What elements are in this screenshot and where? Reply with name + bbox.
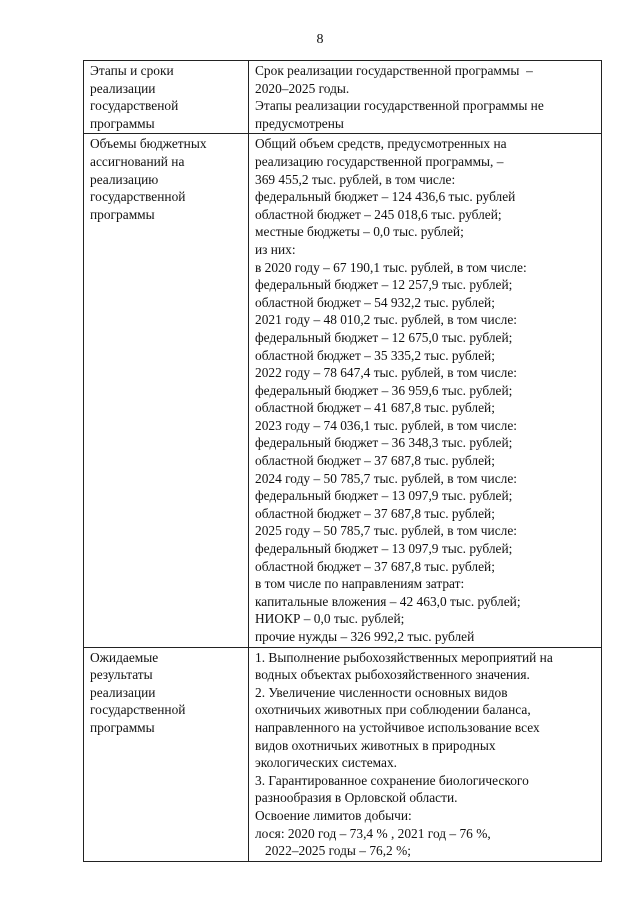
value-line: 2. Увеличение численности основных видов — [255, 684, 508, 700]
row-label-line: Ожидаемые — [90, 649, 159, 665]
row-value-cell — [249, 647, 602, 861]
value-line: федеральный бюджет – 124 436,6 тыс. рублей — [255, 189, 516, 205]
row-value-cell — [249, 134, 602, 647]
row-label-line: государственой — [90, 98, 179, 114]
value-line: экологических системах. — [255, 755, 398, 771]
value-line: 3. Гарантированное сохранение биологического — [255, 772, 529, 788]
value-line: Общий объем средств, предусмотренных на — [255, 136, 507, 152]
row-label-line: результаты — [90, 667, 153, 683]
value-line: 2022–2025 годы – 76,2 %; — [255, 843, 411, 859]
value-line: капитальные вложения – 42 463,0 тыс. рублей; — [255, 593, 521, 609]
row-label-line: реализации — [90, 80, 156, 96]
row-label-line: программы — [90, 115, 155, 131]
value-line: федеральный бюджет – 13 097,9 тыс. рублей; — [255, 488, 513, 504]
row-label-line: реализации — [90, 684, 156, 700]
value-line: видов охотничьих животных в природных — [255, 737, 496, 753]
row-label-line: реализацию — [90, 171, 159, 187]
value-line: реализацию государственной программы, – — [255, 153, 504, 169]
value-line: НИОКР – 0,0 тыс. рублей; — [255, 611, 405, 627]
row-value-cell — [249, 61, 602, 134]
value-line: Срок реализации государственной программы – — [255, 63, 533, 78]
value-line: областной бюджет – 35 335,2 тыс. рублей; — [255, 347, 495, 363]
value-line: 2022 году – 78 647,4 тыс. рублей, в том числе: — [255, 365, 517, 381]
value-line: областной бюджет – 54 932,2 тыс. рублей; — [255, 294, 495, 310]
value-line: федеральный бюджет – 12 675,0 тыс. рублей; — [255, 329, 513, 345]
table-row-results — [84, 647, 602, 861]
value-line: областной бюджет – 37 687,8 тыс. рублей; — [255, 453, 495, 469]
value-line: областной бюджет – 37 687,8 тыс. рублей; — [255, 558, 495, 574]
value-line: 1. Выполнение рыбохозяйственных мероприятий на — [255, 649, 553, 665]
value-line: в том числе по направлениям затрат: — [255, 576, 465, 592]
value-line: Освоение лимитов добычи: — [255, 807, 412, 823]
row-label-cell — [84, 134, 249, 647]
row-label-line: государственной — [90, 189, 186, 205]
row-label-line: государственной — [90, 702, 186, 718]
value-line: 2021 году – 48 010,2 тыс. рублей, в том числе: — [255, 312, 517, 328]
value-line: 2020–2025 годы. — [255, 80, 350, 96]
value-line: предусмотрены — [255, 115, 344, 131]
row-label-cell — [84, 61, 249, 134]
row-label-line: Объемы бюджетных — [90, 136, 207, 152]
program-passport-table — [83, 60, 602, 862]
value-line: в 2020 году – 67 190,1 тыс. рублей, в том числе: — [255, 259, 527, 275]
value-line: 369 455,2 тыс. рублей, в том числе: — [255, 171, 456, 187]
table-row-budget — [84, 134, 602, 647]
value-line: 2023 году – 74 036,1 тыс. рублей, в том числе: — [255, 417, 517, 433]
row-label-line: Этапы и сроки — [90, 63, 174, 78]
value-line: 2025 году – 50 785,7 тыс. рублей, в том числе: — [255, 523, 517, 539]
value-line: областной бюджет – 245 018,6 тыс. рублей; — [255, 206, 502, 222]
value-line: федеральный бюджет – 36 959,6 тыс. рублей; — [255, 382, 513, 398]
value-line: из них: — [255, 241, 296, 257]
page-number: 8 — [316, 32, 324, 47]
row-label-line: программы — [90, 206, 155, 222]
value-line: охотничьих животных при соблюдении баланса, — [255, 702, 531, 718]
value-line: водных объектах рыбохозяйственного значения. — [255, 667, 530, 683]
row-label-line: программы — [90, 719, 155, 735]
row-label-line: ассигнований на — [90, 153, 185, 169]
value-line: Этапы реализации государственной программы не — [255, 98, 544, 114]
value-line: федеральный бюджет – 12 257,9 тыс. рублей; — [255, 277, 513, 293]
table-row-stages — [84, 61, 602, 134]
value-line: разнообразия в Орловской области. — [255, 790, 458, 806]
row-label-cell — [84, 647, 249, 861]
value-line: направленного на устойчивое использование всех — [255, 719, 540, 735]
value-line: местные бюджеты – 0,0 тыс. рублей; — [255, 224, 464, 240]
value-line: федеральный бюджет – 13 097,9 тыс. рублей; — [255, 541, 513, 557]
value-line: 2024 году – 50 785,7 тыс. рублей, в том числе: — [255, 470, 517, 486]
value-line: областной бюджет – 37 687,8 тыс. рублей; — [255, 505, 495, 521]
value-line: федеральный бюджет – 36 348,3 тыс. рублей; — [255, 435, 513, 451]
value-line: областной бюджет – 41 687,8 тыс. рублей; — [255, 400, 495, 416]
value-line: лося: 2020 год – 73,4 % , 2021 год – 76 %, — [255, 825, 491, 841]
value-line: прочие нужды – 326 992,2 тыс. рублей — [255, 629, 475, 644]
